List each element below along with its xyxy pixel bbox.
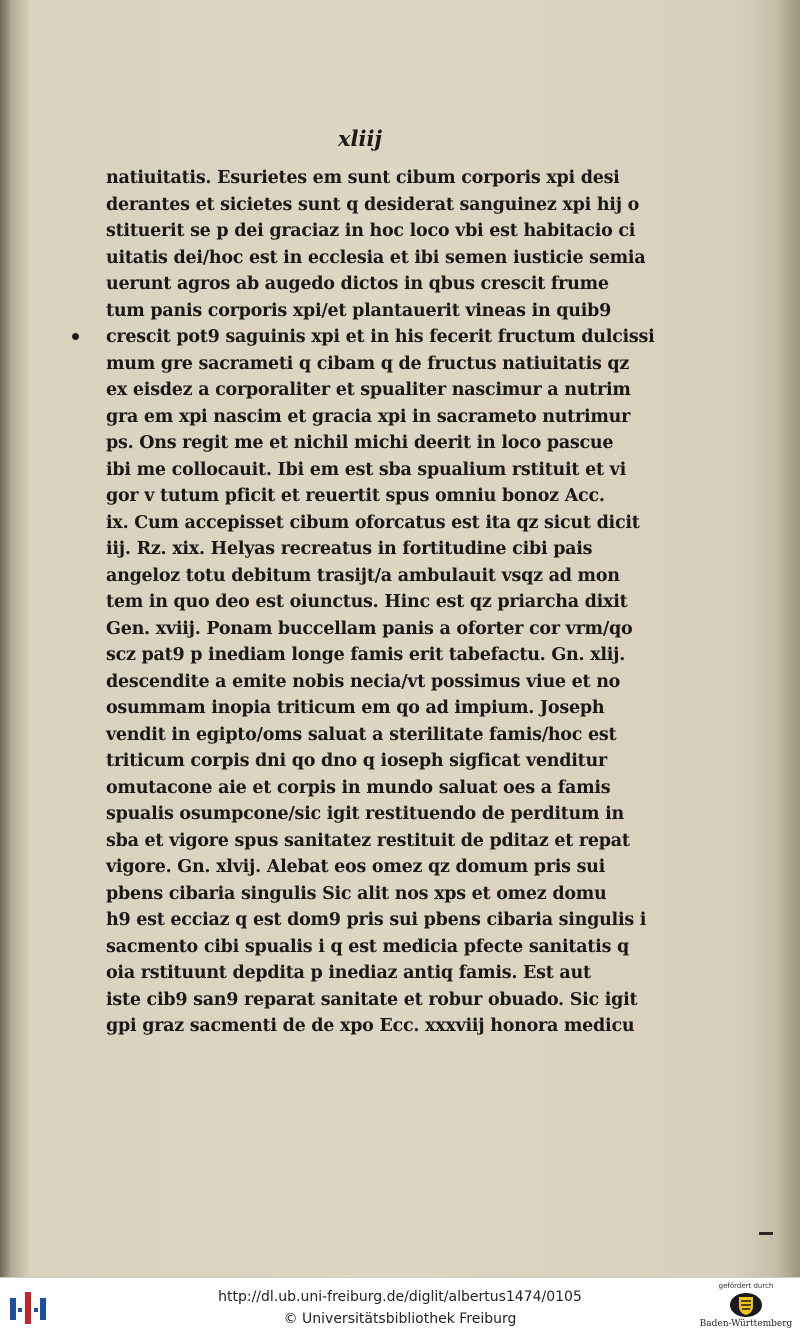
text-line: ps. Ons regit me et nichil michi deerit in loco pascue [106, 433, 614, 453]
text-line: derantes et sicietes sunt q desiderat sanguinez xpi hij o [106, 194, 640, 215]
text-line: tum panis corporis xpi/et plantauerit vineas in quib9 [106, 300, 612, 321]
text-line: descendite a emite nobis necia/vt possimus viue et no [106, 671, 621, 692]
text-line: gor v tutum pficit et reuertit spus omniu bonoz Acc. [106, 486, 605, 506]
sponsor-badge[interactable] [696, 1282, 796, 1329]
text-line: sacmento cibi spualis i q est medicia pfecte sanitatis q [106, 936, 630, 957]
page-end-mark [759, 1232, 773, 1235]
text-line: crescit pot9 saguinis xpi et in his fecerit fructum dulcissi [106, 327, 655, 347]
document-url[interactable]: http://dl.ub.uni-freiburg.de/diglit/albertus1474/0105 [218, 1289, 582, 1305]
text-block [106, 165, 655, 1040]
text-line: spualis osumpcone/sic igit restituendo de perditum in [106, 804, 625, 824]
text-line: gra em xpi nascim et gracia xpi in sacrameto nutrimur [106, 406, 631, 427]
text-line: Gen. xviij. Ponam buccellam panis a oforter cor vrm/qo [106, 618, 633, 639]
text-line: iij. Rz. xix. Helyas recreatus in fortitudine cibi pais [106, 539, 593, 559]
text-line: oia rstituunt depdita p inediaz antiq famis. Est aut [106, 963, 591, 983]
footer-bar [0, 1277, 800, 1336]
text-line: uitatis dei/hoc est in ecclesia et ibi semen iusticie semia [106, 247, 646, 268]
text-line: natiuitatis. Esurietes em sunt cibum corporis xpi desi [106, 168, 620, 188]
page-gutter [0, 0, 10, 1277]
text-line: vigore. Gn. xlvij. Alebat eos omez qz domum pris sui [106, 857, 606, 877]
text-line: omutacone aie et corpis in mundo saluat oes a famis [106, 777, 611, 798]
text-line: triticum corpis dni qo dno q ioseph sigficat venditur [106, 751, 607, 771]
text-line: vendit in egipto/oms saluat a sterilitate famis/hoc est [106, 724, 617, 745]
baden-wuerttemberg-coat-of-arms-icon [728, 1292, 764, 1318]
folio-number: xliij [337, 126, 383, 151]
text-line: ix. Cum accepisset cibum oforcatus est ita qz sicut dicit [106, 512, 640, 533]
text-line: mum gre sacrameti q cibam q de fructus natiuitatis qz [106, 353, 630, 374]
text-line: ibi me collocauit. Ibi em est sba spualium rstituit et vi [106, 459, 626, 480]
margin-mark [72, 333, 79, 340]
sponsor-name: Baden-Württemberg [699, 1319, 793, 1329]
text-line: uerunt agros ab augedo dictos in qbus crescit frume [106, 274, 609, 294]
text-line: h9 est ecciaz q est dom9 pris sui pbens cibaria singulis i [106, 910, 647, 930]
sponsor-caption: gefördert durch [718, 1282, 774, 1290]
text-line: pbens cibaria singulis Sic alit nos xps et omez domu [106, 883, 607, 904]
text-line: gpi graz sacmenti de de xpo Ecc. xxxviij honora medicu [106, 1016, 635, 1036]
copyright-notice: © Universitätsbibliothek Freiburg [283, 1311, 517, 1327]
text-line: sba et vigore spus sanitatez restituit de pditaz et repat [106, 830, 630, 851]
text-line: iste cib9 san9 reparat sanitate et robur obuado. Sic igit [106, 989, 638, 1010]
text-line: scz pat9 p inediam longe famis erit tabefactu. Gn. xlij. [106, 645, 626, 665]
text-line: stituerit se p dei graciaz in hoc loco vbi est habitacio ci [106, 221, 636, 241]
text-line: angeloz totu debitum trasijt/a ambulauit vsqz ad mon [106, 565, 620, 586]
text-line: tem in quo deo est oiunctus. Hinc est qz priarcha dixit [106, 592, 628, 612]
text-line: osummam inopia triticum em qo ad impium. Joseph [106, 698, 605, 718]
text-line: ex eisdez a corporaliter et spualiter nascimur a nutrim [106, 380, 631, 400]
